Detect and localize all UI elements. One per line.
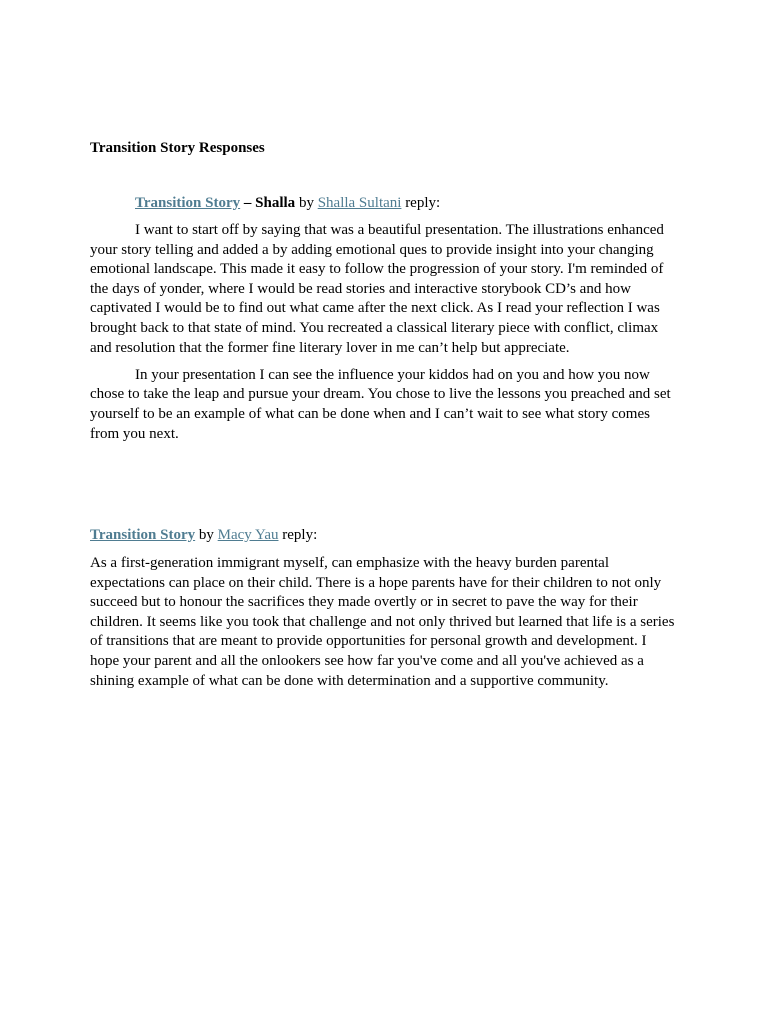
document-title: Transition Story Responses xyxy=(90,140,265,156)
by-text: by xyxy=(295,195,318,211)
reply-author-link[interactable]: Shalla Sultani xyxy=(317,195,402,211)
transition-story-link[interactable]: Transition Story xyxy=(90,527,196,543)
reply-shalla xyxy=(90,194,676,444)
reply-macy xyxy=(90,526,676,691)
title-separator: – xyxy=(240,195,256,211)
reply-header xyxy=(90,526,676,546)
by-text: by xyxy=(195,527,218,543)
reply-header xyxy=(90,194,676,214)
reply-paragraph: I want to start off by saying that was a beautiful presentation. The illustrations enhanced your story telling and added a by adding emotional ques to provide insight into your changing emotional landscape. This made it easy to follow the progression of your story. I'm reminded of the days of yonder, where I would be read stories and interactive storybook CD’s and how captivated I would be to find out what came after the next click. As I read your reflection I was brought back to that state of mind. You recreated a classical literary piece with conflict, climax and resolution that the former fine literary lover in me can’t help but appreciate. xyxy=(90,222,664,356)
post-author-name: Shalla xyxy=(255,195,296,211)
reply-suffix: reply: xyxy=(278,527,318,543)
reply-author-link[interactable]: Macy Yau xyxy=(217,527,279,543)
transition-story-link[interactable]: Transition Story xyxy=(135,195,241,211)
reply-paragraph: As a first-generation immigrant myself, can emphasize with the heavy burden parental expectations can place on their child. There is a hope parents have for their children to not only succeed but to honour the sacrifices they made overtly or in secret to pave the way for their children. It seems like you took that challenge and not only thrived but learned that life is a series of transitions that are meant to provide opportunities for personal growth and development. I hope your parent and all the onlookers see how far you've come and all you've achieved as a shining example of what can be done with determination and a supportive community. xyxy=(90,555,675,689)
reply-paragraph: In your presentation I can see the influence your kiddos had on you and how you now chose to take the leap and pursue your dream. You chose to live the lessons you preached and set yourself to be an example of what can be done when and I can’t wait to see what story comes from you next. xyxy=(90,366,671,442)
reply-suffix: reply: xyxy=(401,195,441,211)
